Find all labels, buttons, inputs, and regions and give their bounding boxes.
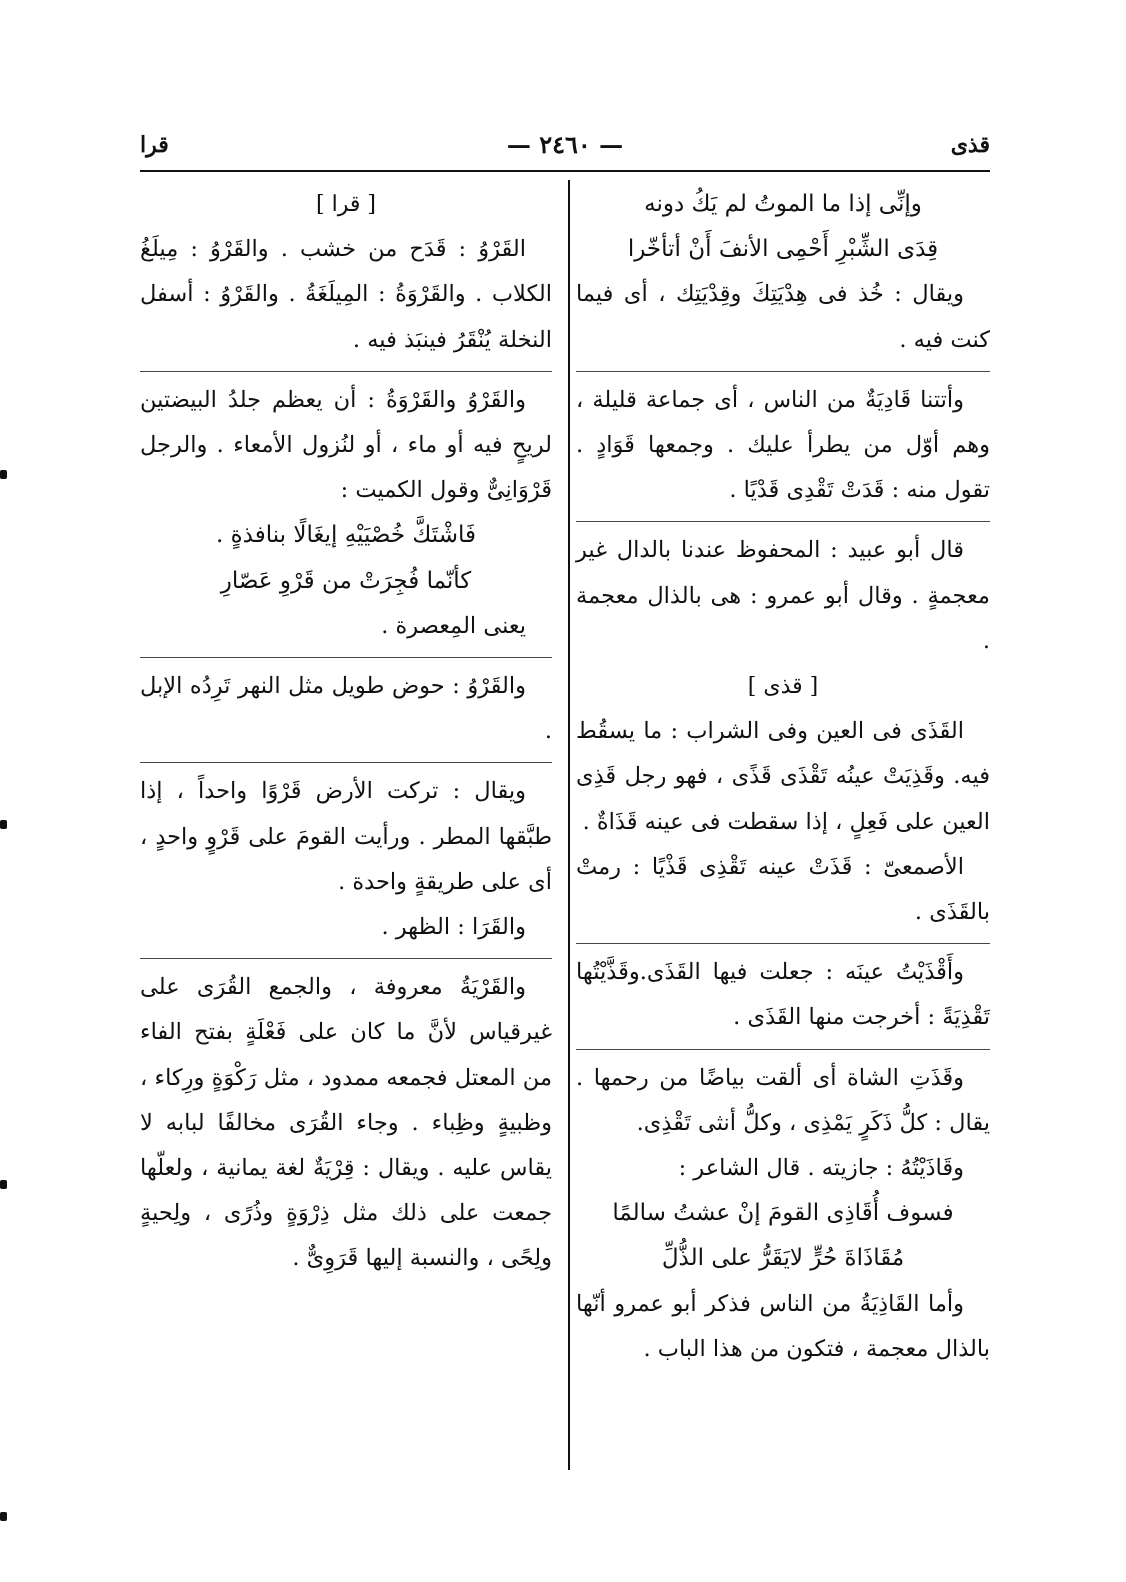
entry-paragraph: والقَرَا : الظهر . [381,914,526,941]
verse-line: كأنّما فُجِرَتْ من قَرْوِ عَصّارِ [220,567,472,594]
verse-line: وإنِّى إذا ما الموتُ لم يَكُ دونه [644,191,922,217]
entry-paragraph: ويقال : تركت الأرض قَرْوًا واحداً ، إذا طبَّقها المطر . ورأيت القومَ على قَرْوٍ واحدٍ ، أى على طريقةٍ واحدة . [140,762,552,905]
entry-paragraph: وأتتنا قَادِيَةٌ من الناس ، أى جماعة قليلة ، وهم أوّل من يطرأ عليك . وجمعها قَوَادٍ . تقول منه : قَدَتْ تَقْدِى قَدْيًا . [576,371,990,514]
entry-paragraph: الأصمعىّ : قَذَتْ عينه تَقْذِى قَذْيًا : رمتْ بالقَذَى . [576,853,990,926]
header-rule [140,170,990,172]
page-header [140,128,990,168]
entry-title: [ قذى ] [747,674,819,700]
entry-paragraph: قال أبو عبيد : المحفوظ عندنا بالدال غير معجمةٍ . وقال أبو عمرو : هى بالذال معجمة . [576,521,990,664]
running-headword-left: قرا [140,132,169,158]
verse-line: فسوف أُقَاذِى القومَ إنْ عشتُ سالمًا [612,1200,954,1227]
verse-line: قِدَى الشِّبْرِ أَحْمِى الأنفَ أَنْ أتأخّرا [627,236,939,263]
entry-paragraph: والقَرْوُ والقَرْوَةُ : أن يعظم جلدُ البيضتين لريحٍ فيه أو ماء ، أو لنُزول الأمعاء . والرجل قَرْوَانِىٌّ وقول الكميت : [140,371,552,514]
page-number: — ٢٤٦٠ — [506,130,624,159]
verse-line: فَاشْتَكَّ خُصْيَيْهِ إيغَالًا بنافذةٍ . [215,522,476,549]
column-divider [568,180,570,1470]
entry-title: [ قرا ] [316,192,376,217]
entry-paragraph: وقَاذَيْتُهُ : جازيته . قال الشاعر : [678,1155,964,1182]
scan-edge-mark [0,1512,7,1521]
verse-line: مُقَاذَاةَ حُرٍّ لايَقَرُّ على الذُّلِّ [661,1245,905,1272]
running-headword-right: قذى [950,132,990,158]
left-column [140,182,552,1282]
entry-paragraph: والقَرْوُ : حوض طويل مثل النهر تَرِدُه الإبل . [140,657,552,754]
entry-paragraph: والقَرْيَةُ معروفة ، والجمع القُرَى على غيرقياس لأنَّ ما كان على فَعْلَةٍ بفتح الفاء من المعتل فجمعه ممدود ، مثل رَكْوَةٍ ورِكاء ، وظبيةٍ وظِباء . وجاء القُرَى مخالفًا لبابه لا يقاس عليه . ويقال : قِرْيَةٌ لغة يمانية ، ولعلّها جمعت على ذلك مثل ذِرْوَةٍ وذُرًى ، ولِحيةٍ ولِحًى ، والنسبة إليها قَرَوِىٌّ . [140,958,552,1281]
entry-paragraph: وقَذَتِ الشاة أى ألقت بياضًا من رحمها . يقال : كلُّ ذَكَرٍ يَمْذِى ، وكلُّ أنثى تَقْذِى. [576,1049,990,1146]
scan-edge-mark [0,820,7,829]
entry-paragraph: يعنى المِعصرة . [381,612,526,639]
entry-paragraph: وأَقْذَيْتُ عينَه : جعلت فيها القَذَى.وقَذَّيْتُها تَقْذِيَةً : أخرجت منها القَذَى . [576,943,990,1040]
entry-paragraph: القَرْوُ : قَدَح من خشب . والقَرْوُ : مِيلَغُ الكلاب . والقَرْوَةُ : المِيلَغَةُ . والقَرْوُ : أسفل النخلة يُنْقَرُ فينبَذ فيه . [140,236,552,353]
right-column [576,182,990,1372]
entry-paragraph: وأما القَاذِيَةُ من الناس فذكر أبو عمرو أنّها بالذال معجمة ، فتكون من هذا الباب . [576,1290,990,1362]
entry-paragraph: ويقال : خُذ فى هِدْيَتِكَ وقِدْيَتِك ، أى فيما كنت فيه . [576,281,990,353]
entry-paragraph: القَذَى فى العين وفى الشراب : ما يسقُط فيه. وقَذِيَتْ عينُه تَقْذَى قَذًى ، فهو رجل قَذِى العين على فَعِلٍ ، إذا سقطت فى عينه قَذَاةٌ . [576,718,990,835]
scan-edge-mark [0,1180,7,1189]
scan-edge-mark [0,470,7,479]
